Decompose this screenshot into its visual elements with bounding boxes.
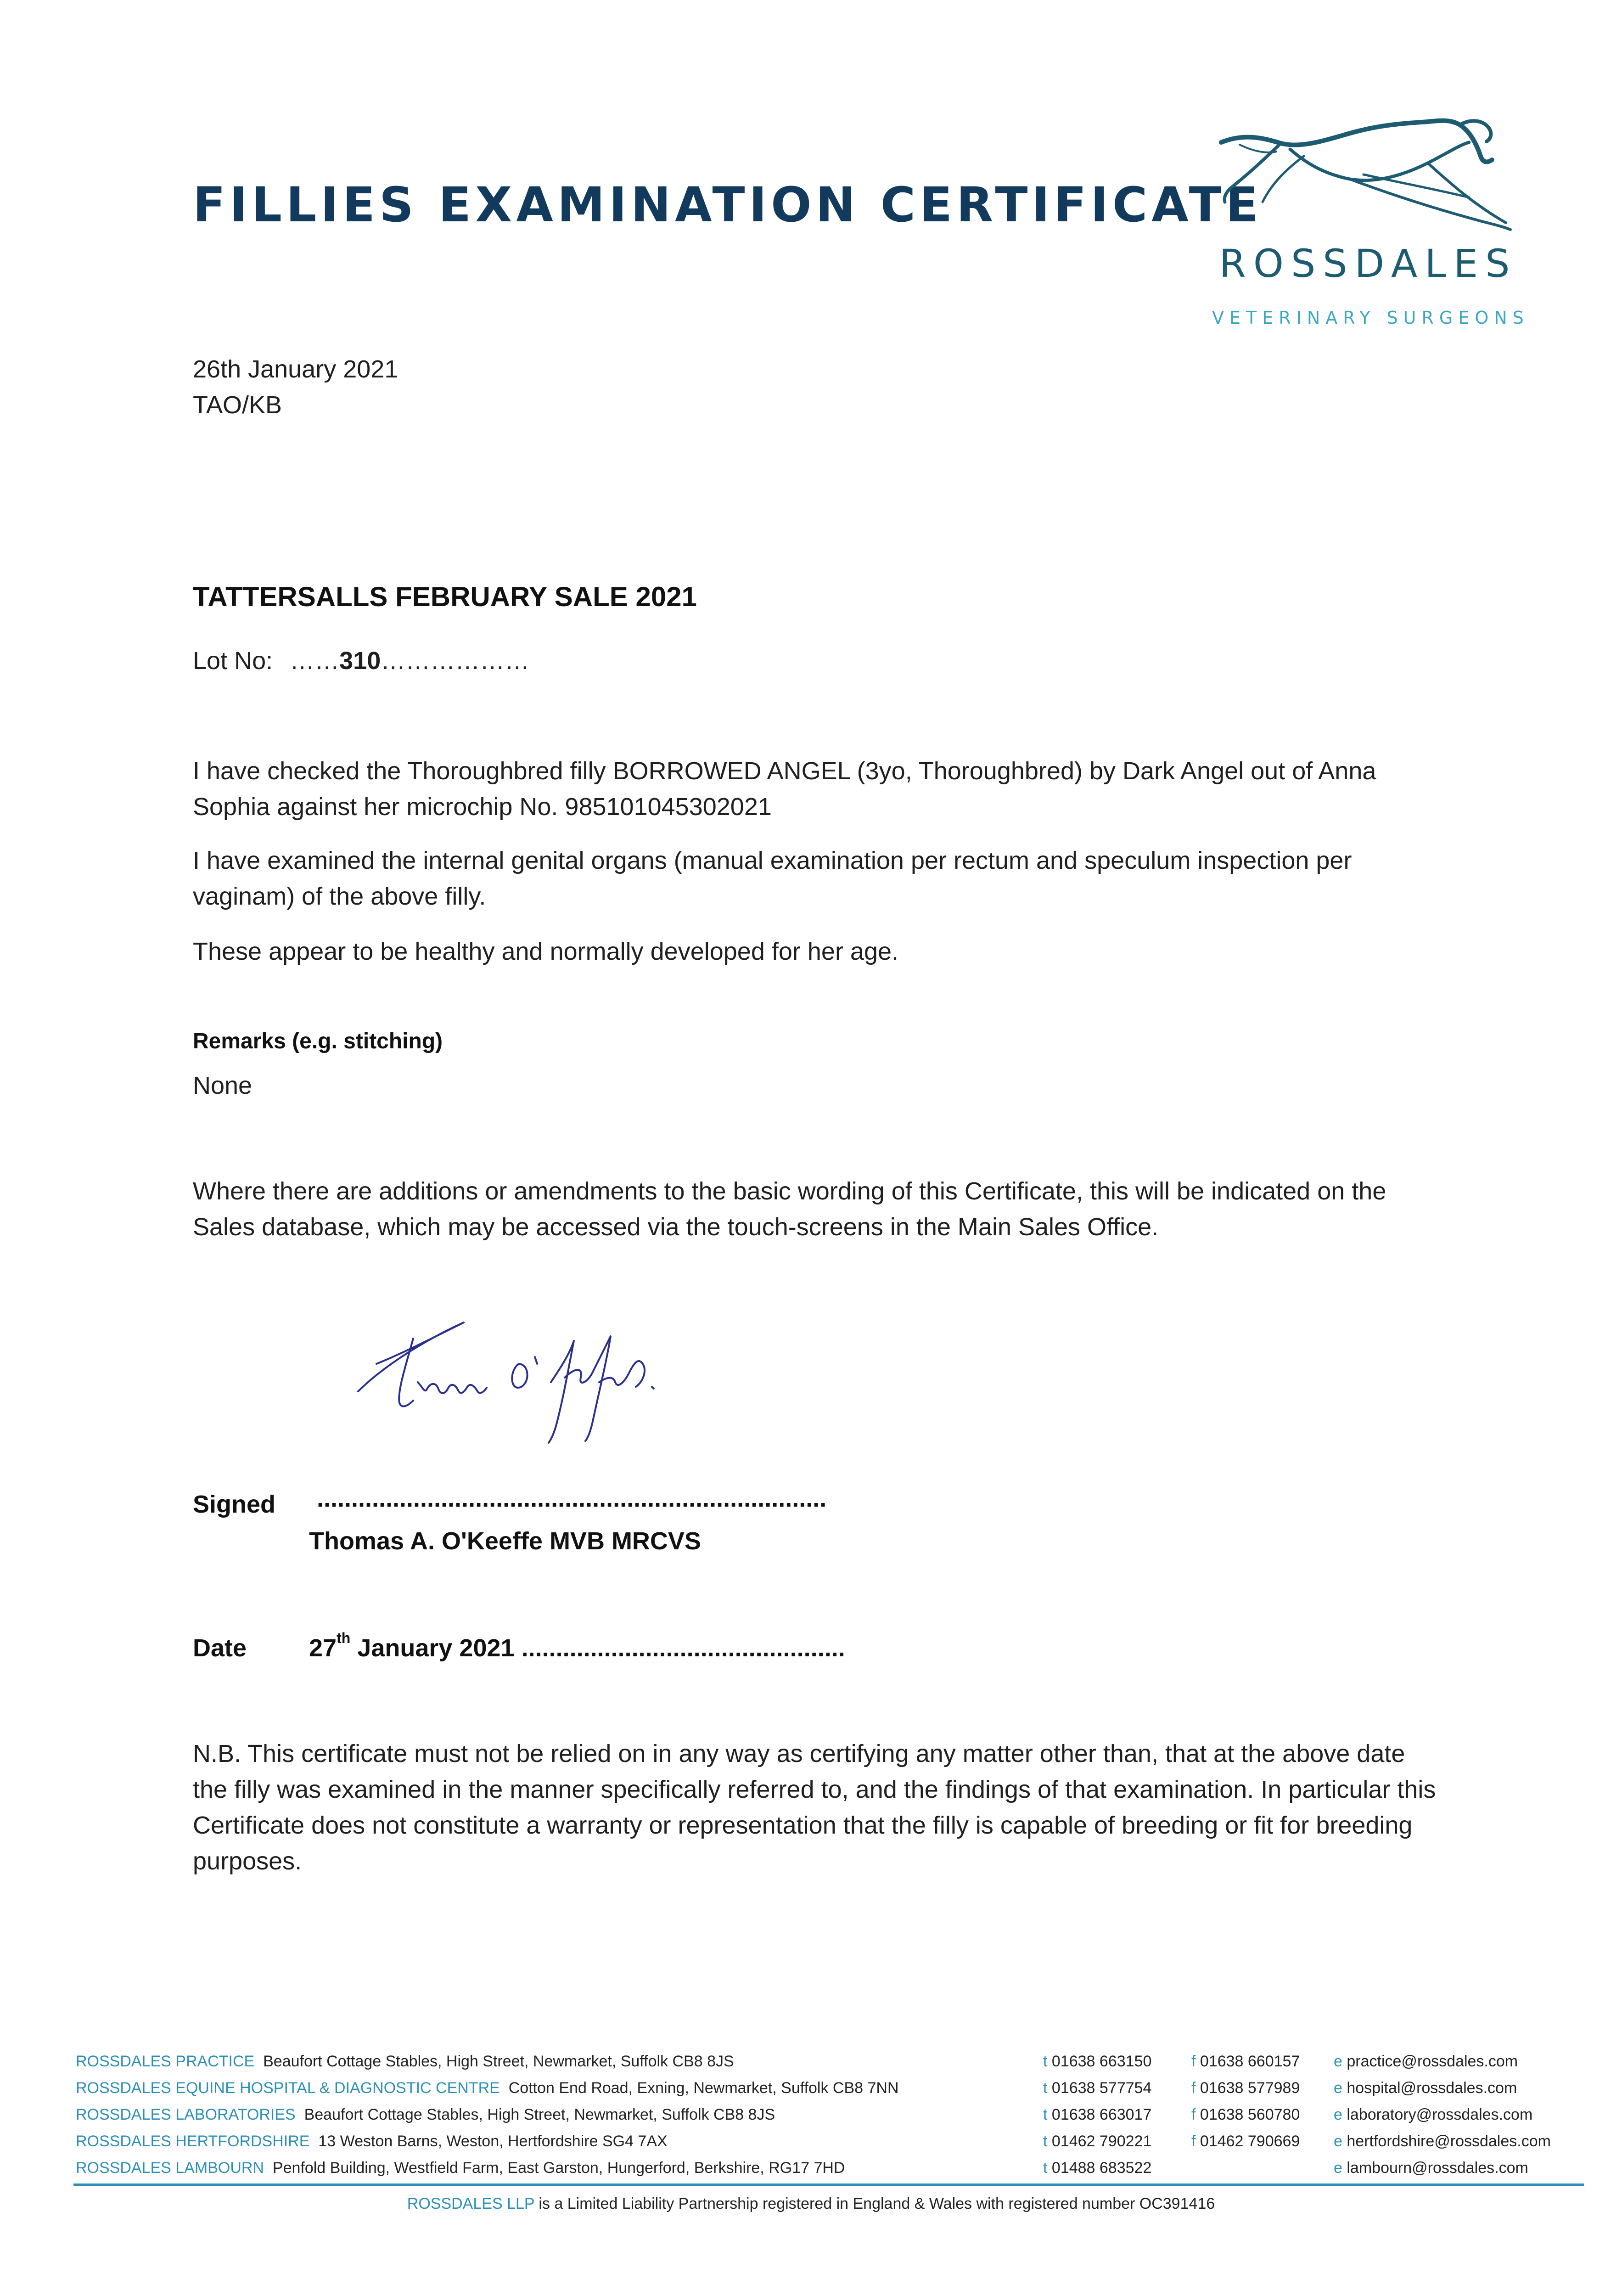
paragraph-examination: I have examined the internal genital organs (manual examination per rectum and speculum inspection per vaginam) of the above filly. — [193, 847, 1352, 910]
footer-address: Cotton End Road, Exning, Newmarket, Suffolk CB8 7NN — [508, 2079, 899, 2097]
footer-fax-label: f — [1191, 2133, 1196, 2150]
footer-email[interactable]: hospital@rossdales.com — [1347, 2079, 1517, 2097]
paragraph-identification: I have checked the Thoroughbred filly BORROWED ANGEL (3yo, Thoroughbred) by Dark Angel out of Anna Sophia against her microchip No. 985101045302021 — [193, 757, 1376, 821]
footer-fax-label: f — [1191, 2053, 1196, 2070]
lot-suffix-dots: ……………… — [381, 647, 530, 675]
disclaimer-note: N.B. This certificate must not be relied on in any way as certifying any matter other than, that at the above date the filly was examined in the manner specifically referred to, and the findings of that examination. In particular this Certificate does not constitute a warranty or representation that the filly is capable of breeding or fit for breeding purposes. — [193, 1740, 1436, 1875]
sale-heading: TATTERSALLS FEBRUARY SALE 2021 — [193, 581, 697, 612]
footer-phone-label: t — [1043, 2159, 1048, 2177]
footer-email-label: e — [1334, 2106, 1342, 2123]
date-suffix: th — [337, 1630, 351, 1646]
paragraph-findings: These appear to be healthy and normally developed for her age. — [193, 938, 899, 965]
footer-email[interactable]: practice@rossdales.com — [1347, 2053, 1518, 2070]
llp-statement — [0, 2195, 1622, 2213]
lot-line — [193, 643, 529, 679]
footer-address: Beaufort Cottage Stables, High Street, Newmarket, Suffolk CB8 8JS — [263, 2053, 734, 2070]
lot-number: 310 — [339, 647, 381, 675]
footer-address: Beaufort Cottage Stables, High Street, Newmarket, Suffolk CB8 8JS — [304, 2106, 775, 2123]
logo-wordmark: ROSSDALES — [1219, 241, 1517, 286]
footer-address: 13 Weston Barns, Weston, Hertfordshire SG4 7AX — [318, 2133, 668, 2150]
remarks-label: Remarks (e.g. stitching) — [193, 1029, 443, 1053]
date-label: Date — [193, 1634, 247, 1662]
footer-location-name: ROSSDALES LAMBOURN — [76, 2159, 264, 2177]
amendments-note: Where there are additions or amendments to the basic wording of this Certificate, this will be indicated on the Sales database, which may be accessed via the touch-screens in the Main Sales Office. — [193, 1177, 1386, 1241]
signatory-name: Thomas A. O'Keeffe MVB MRCVS — [309, 1527, 701, 1555]
footer-location-name: ROSSDALES HERTFORDSHIRE — [76, 2133, 310, 2150]
footer-email[interactable]: laboratory@rossdales.com — [1347, 2106, 1533, 2123]
footer-phone-label: t — [1043, 2053, 1048, 2070]
signed-label: Signed — [193, 1491, 276, 1518]
horse-logo-icon — [1212, 106, 1524, 243]
signature-line: .......................................................................... — [317, 1485, 827, 1512]
footer-email-label: e — [1334, 2159, 1342, 2177]
certificate-title: FILLIES EXAMINATION CERTIFICATE — [193, 177, 1263, 233]
footer-phone[interactable]: 01638 577754 — [1051, 2079, 1152, 2097]
footer-email-label: e — [1334, 2133, 1342, 2150]
handwritten-signature — [349, 1313, 698, 1469]
footer-divider — [73, 2183, 1584, 2186]
footer-email-label: e — [1334, 2079, 1342, 2097]
footer-email-label: e — [1334, 2053, 1342, 2070]
footer-email[interactable]: hertfordshire@rossdales.com — [1347, 2133, 1551, 2150]
footer-fax: 01462 790669 — [1200, 2133, 1300, 2150]
footer-phone-label: t — [1043, 2079, 1048, 2097]
footer-phone-label: t — [1043, 2133, 1048, 2150]
footer-phone[interactable]: 01488 683522 — [1051, 2159, 1152, 2177]
reference-code: TAO/KB — [193, 391, 282, 419]
lot-label: Lot No: — [193, 647, 273, 675]
remarks-value: None — [193, 1072, 253, 1099]
footer-location-name: ROSSDALES PRACTICE — [76, 2053, 255, 2070]
date-line: ............................................... — [521, 1634, 845, 1662]
footer-address: Penfold Building, Westfield Farm, East Garston, Hungerford, Berkshire, RG17 7HD — [272, 2159, 845, 2177]
lot-prefix-dots: …… — [290, 647, 340, 675]
llp-name: ROSSDALES LLP — [407, 2195, 534, 2212]
footer-phone[interactable]: 01638 663017 — [1051, 2106, 1152, 2123]
footer-phone[interactable]: 01638 663150 — [1051, 2053, 1152, 2070]
footer-email[interactable]: lambourn@rossdales.com — [1347, 2159, 1528, 2177]
letter-date: 26th January 2021 — [193, 355, 398, 383]
footer-phone[interactable]: 01462 790221 — [1051, 2133, 1152, 2150]
footer-phone-label: t — [1043, 2106, 1048, 2123]
footer-fax: 01638 660157 — [1200, 2053, 1300, 2070]
footer-fax: 01638 560780 — [1200, 2106, 1300, 2123]
date-month-year: January 2021 — [357, 1634, 515, 1662]
signed-date — [309, 1630, 845, 1662]
logo-subtitle: VETERINARY SURGEONS — [1212, 308, 1529, 328]
date-day: 27 — [309, 1634, 337, 1662]
footer-fax-label: f — [1191, 2079, 1196, 2097]
footer-fax: 01638 577989 — [1200, 2079, 1300, 2097]
footer-fax-label: f — [1191, 2106, 1196, 2123]
footer-location-name: ROSSDALES EQUINE HOSPITAL & DIAGNOSTIC CENTRE — [76, 2079, 500, 2097]
footer-location-name: ROSSDALES LABORATORIES — [76, 2106, 296, 2123]
llp-text: is a Limited Liability Partnership registered in England & Wales with registered number OC391416 — [539, 2195, 1215, 2212]
